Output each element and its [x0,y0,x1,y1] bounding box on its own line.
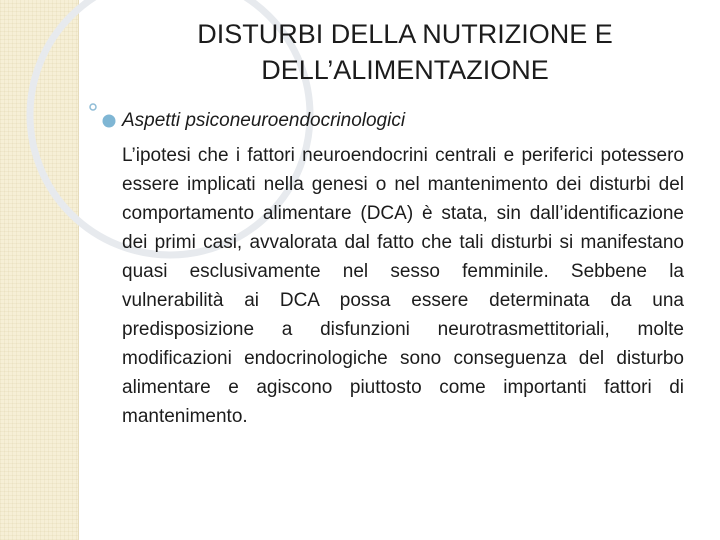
slide-subtitle: Aspetti psiconeuroendocrinologici [122,110,406,131]
small-ring-decoration [90,104,96,110]
slide-title: DISTURBI DELLA NUTRIZIONE E DELL’ALIMENTAZIONE [197,19,613,85]
slide-body-text: L’ipotesi che i fattori neuroendocrini centrali e periferici potessero essere implicati nella genesi o nel mantenimento dei disturbi del comportamento alimentare (DCA) è stata, sin dall’identificazione dei primi casi, avvalorata dal fatto che tali disturbi si manifestano quasi esclusivamente nel sesso femminile. Sebbene la vulnerabilità ai DCA possa essere determinata da una predisposizione a disfunzioni neurotrasmettitoriali, molte modificazioni endocrinologiche sono conseguenza del disturbo alimentare e agiscono piuttosto come importanti fattori di mantenimento. [122,145,684,427]
bullet-dot-decoration [103,115,116,128]
side-panel [0,0,79,540]
